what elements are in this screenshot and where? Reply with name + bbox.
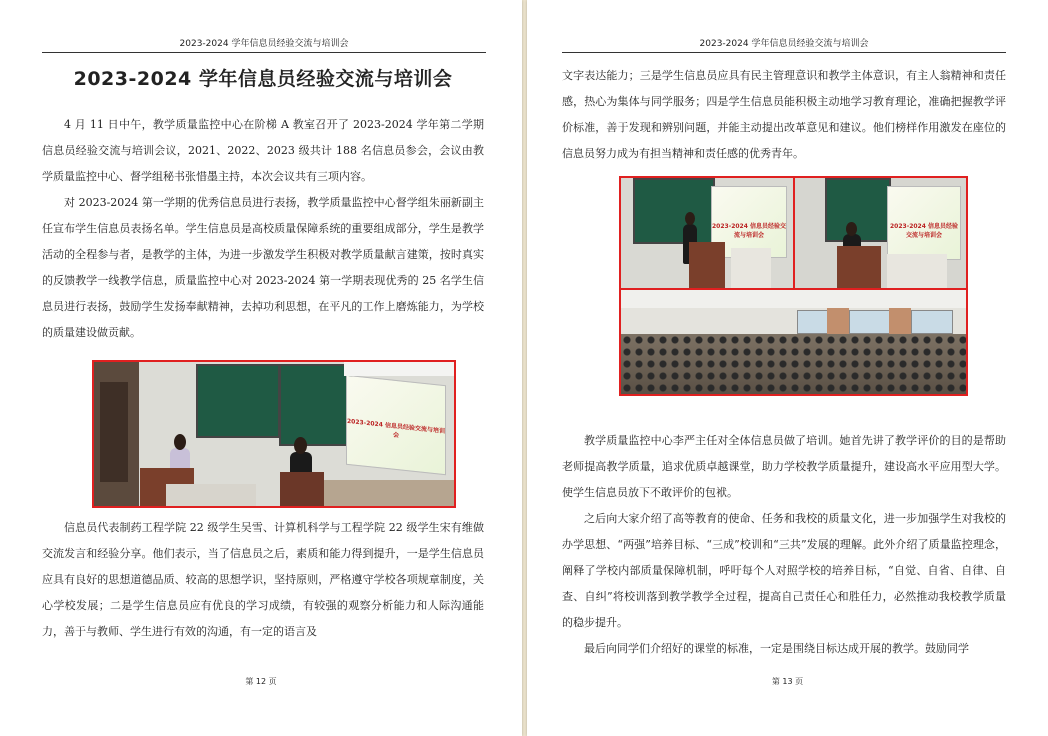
left-body-top	[42, 112, 484, 346]
speaker-photo-1	[621, 178, 795, 290]
speaker-photo-2	[795, 178, 966, 290]
running-header: 2023-2024 学年信息员经验交流与培训会	[42, 36, 486, 53]
training-photo-collage	[619, 176, 968, 396]
screen-caption: 2023-2024 信息员经验交流与培训会	[712, 223, 786, 239]
right-body-bottom	[562, 428, 1006, 662]
page-number: 第 13 页	[771, 677, 804, 686]
paragraph: 信息员代表制药工程学院 22 级学生吴雪、计算机科学与工程学院 22 级学生宋有维做交流发言和经验分享。他们表示，当了信息员之后，素质和能力得到提升，一是学生信息员应具有良好的思想道德品质、较高的思想学识，坚持原则，严格遵守学校各项规章制度，关心学校发展；二是学生信息员应有优良的学习成绩，有较强的观察分析能力和人际沟通能力，善于与教师、学生进行有效的沟通，有一定的语言及	[42, 521, 484, 638]
paragraph: 对 2023-2024 第一学期的优秀信息员进行表扬，教学质量监控中心督学组朱丽新副主任宣布学生信息员表扬名单。学生信息员是高校质量保障系统的重要组成部分，学生是教学活动的全程参与者，是教学的主体，为进一步激发学生积极对教学质量献言建策，按时真实的反馈教学一线教学信息，质量监控中心对 2023-2024 第一学期表现优秀的 25 名学生信息员进行表扬，鼓励学生发扬奉献精神，去掉功利思想，在平凡的工作上磨炼能力，为学校的质量建设做贡献。	[42, 196, 484, 339]
left-body-bottom	[42, 515, 484, 645]
right-page	[527, 0, 1048, 736]
left-page	[0, 0, 522, 736]
paragraph: 之后向大家介绍了高等教育的使命、任务和我校的质量文化，进一步加强学生对我校的办学思想、“两强”培养目标、“三成”校训和“三共”发展的理解。此外介绍了质量监控理念，阐释了学校内部质量保障机制，呼吁每个人对照学校的培养目标，“自觉、自省、自律、自查、自纠”将校训落到教学教学全过程，提高自己责任心和胜任力，必然推动我校教学质量的稳步提升。	[562, 512, 1006, 629]
paragraph: 教学质量监控中心李严主任对全体信息员做了培训。她首先讲了教学评价的目的是帮助老师提高教学质量，追求优质卓越课堂，助力学校教学质量提升，建设高水平应用型大学。使学生信息员放下不敢评价的包袱。	[562, 434, 1006, 499]
paragraph: 4 月 11 日中午，教学质量监控中心在阶梯 A 教室召开了 2023-2024 学年第二学期信息员经验交流与培训会议，2021、2022、2023 级共计 188 名信息员参会，会议由教学质量监控中心、督学组秘书张惜墨主持，本次会议共有三项内容。	[42, 118, 484, 183]
article-title: 2023-2024 学年信息员经验交流与培训会	[73, 68, 453, 90]
page-number: 第 12 页	[245, 677, 277, 686]
paragraph: 最后向同学们介绍好的课堂的标准，一定是围绕目标达成开展的教学。鼓励同学	[584, 642, 969, 655]
screen-caption: 2023-2024 信息员经验交流与培训会	[347, 417, 445, 440]
screen-caption: 2023-2024 信息员经验交流与培训会	[890, 223, 958, 239]
audience-photo	[621, 290, 966, 394]
running-header: 2023-2024 学年信息员经验交流与培训会	[562, 36, 1006, 53]
right-body-top	[562, 63, 1006, 167]
meeting-stage-photo	[92, 360, 456, 508]
paragraph-continued: 文字表达能力；三是学生信息员应具有民主管理意识和教学主体意识，有主人翁精神和责任感，热心为集体与同学服务；四是学生信息员能积极主动地学习教育理论，准确把握教学评价标准，善于发现和辨别问题，并能主动提出改革意见和建议。他们榜样作用激发在座位的信息员努力成为有担当精神和责任感的优秀青年。	[562, 69, 1006, 160]
